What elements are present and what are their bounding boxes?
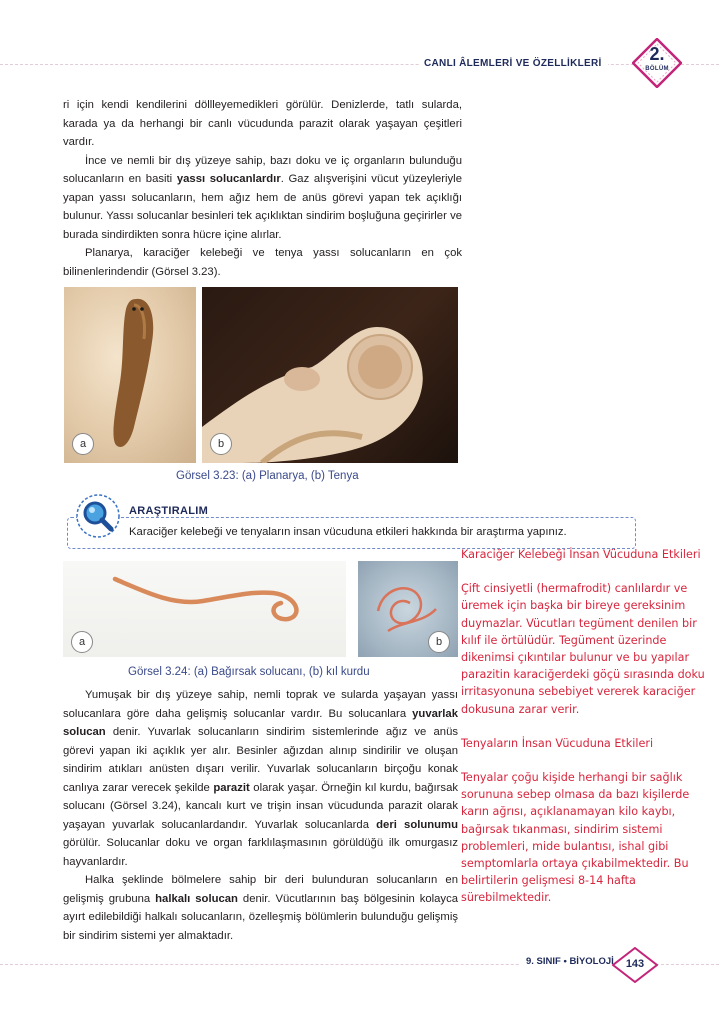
note-heading-tenya: Tenyaların İnsan Vücuduna Etkileri <box>461 736 654 750</box>
tenya-illustration <box>202 287 458 463</box>
figure-label-a: a <box>72 433 94 455</box>
term-halkali-solucan: halkalı solucan <box>155 892 238 905</box>
tenya-photo <box>202 287 458 463</box>
note-heading-karaciger: Karaciğer Kelebeği İnsan Vücuduna Etkileri <box>461 548 701 561</box>
chapter-number: 2. <box>649 44 665 64</box>
bagirsak-solucani-photo <box>63 561 346 657</box>
running-header: CANLI ÂLEMLERİ VE ÖZELLİKLERİ <box>420 58 608 69</box>
term-yassi-solucan: yassı solucanlardır <box>176 173 281 185</box>
figure-label-a: a <box>71 631 93 653</box>
research-text: Karaciğer kelebeği ve tenyaların insan vücuduna etkileri hakkında bir araştırma yapınız. <box>129 526 567 538</box>
paragraph-2: İnce ve nemli bir dış yüzeye sahip, bazı doku ve iç organların bulunduğu solucanların en basiti yassı solucanlardır. Gaz alışverişini vücut yüzeyleriyle yapan yassı solucanların, hem ağız hem de anüs görevi yapan tek açıklığı bulunur. Yassı solucanlar besinleri tek açıklıktan sindirim boşluğuna geçirirler ve burada sindirdikten sonra hücre içine alırlar. <box>63 154 462 241</box>
text-column-bottom <box>63 686 458 945</box>
research-title: ARAŞTIRALIM <box>129 505 209 517</box>
note-column <box>461 546 716 907</box>
term-parazit: parazit <box>213 781 250 794</box>
kil-kurdu-photo <box>358 561 458 657</box>
note-text-karaciger: Çift cinsiyetli (hermafrodit) canlılardır ve üremek için başka bir bireye gereksinim duymazlar. Vücutları tegüment denilen bir kılıf ile örtülüdür. Tegüment üzerinde dikenimsi çıkıntılar bulunur ve bu yapılar parazitin karaciğerdeki göçü sırasında doku irritasyonuna sebebiyet vererek karaciğer dokusuna zarar verir. <box>461 582 705 716</box>
chapter-badge <box>632 38 682 88</box>
figure-caption-323: Görsel 3.23: (a) Planarya, (b) Tenya <box>176 470 359 482</box>
note-text-tenya: Tenyalar çoğu kişide herhangi bir sağlık sorununa sebep olmasa da bazı kişilerde karın ağrısı, açıklanamayan kilo kaybı, bağırsak tıkanması, sindirim sistemi problemleri, mide bulantısı, ishal gibi semptomlarla ortaya çıkabilmektedir. Bu belirtilerin gelişmesi 8-14 hafta sürebilmektedir. <box>461 771 690 905</box>
figure-label-b: b <box>428 631 450 653</box>
paragraph-3: Planarya, karaciğer kelebeği ve tenya yassı solucanların en çok bilinenlerindendir (Görsel 3.23). <box>63 247 462 278</box>
text-column-top <box>63 96 462 281</box>
paragraph-5: Halka şeklinde bölmelere sahip bir deri bulunduran solucanların en gelişmiş grubuna halkalı solucan denir. Vücutlarının baş bölgesinin kolayca ayırt edilebildiği halkalı solucanların, özelleşmiş bölümlerin bulunduğu gelişmiş bir sindirim sistemi yer almaktadır. <box>63 874 458 942</box>
paragraph-1: ri için kendi kendilerini döllleyemedikleri görülür. Denizlerde, tatlı sularda, karada ya da herhangi bir canlı vücudunda parazit olarak yaşayan çeşitleri vardır. <box>63 99 462 148</box>
bagirsak-solucani-illustration <box>63 561 346 657</box>
term-yuvarlak-solucan: yuvarlak solucan <box>63 707 458 738</box>
header-divider <box>0 64 719 66</box>
magnifier-icon <box>75 493 121 539</box>
footer-title: 9. SINIF • BİYOLOJİ <box>520 956 620 967</box>
term-deri-solunumu: deri solunumu <box>376 818 459 831</box>
paragraph-4: Yumuşak bir dış yüzeye sahip, nemli toprak ve sularda yaşayan yassı solucanlara göre daha gelişmiş solucanlar vardır. Bu solucanlara yuvarlak solucan denir. Yuvarlak solucanların sindirim sistemlerinde ağız ve anüs görevi yapan iki açıklık yer alır. Besinler ağızdan alınıp sindirilir ve oluşan sindirim atıkları anüsten dışarı verilir. Yuvarlak solucanların birçoğu konak canlıya zarar verecek şekilde parazit olarak yaşar. Örneğin kıl kurdu, bağırsak solucanı (Görsel 3.24), kancalı kurt ve trişin insan vücudunda parazit olarak yaşayan yuvarlak solucanlardandır. Yuvarlak solucanlarda deri solunumu görülür. Solucanlar doku ve organ farklılaşmasının görüldüğü ilk omurgasız hayvanlardır. <box>63 689 459 868</box>
chapter-label: BÖLÜM <box>645 66 669 72</box>
page-number: 143 <box>625 958 645 970</box>
figure-label-b: b <box>210 433 232 455</box>
planarya-photo <box>64 287 196 463</box>
figure-caption-324: Görsel 3.24: (a) Bağırsak solucanı, (b) kıl kurdu <box>128 666 370 678</box>
